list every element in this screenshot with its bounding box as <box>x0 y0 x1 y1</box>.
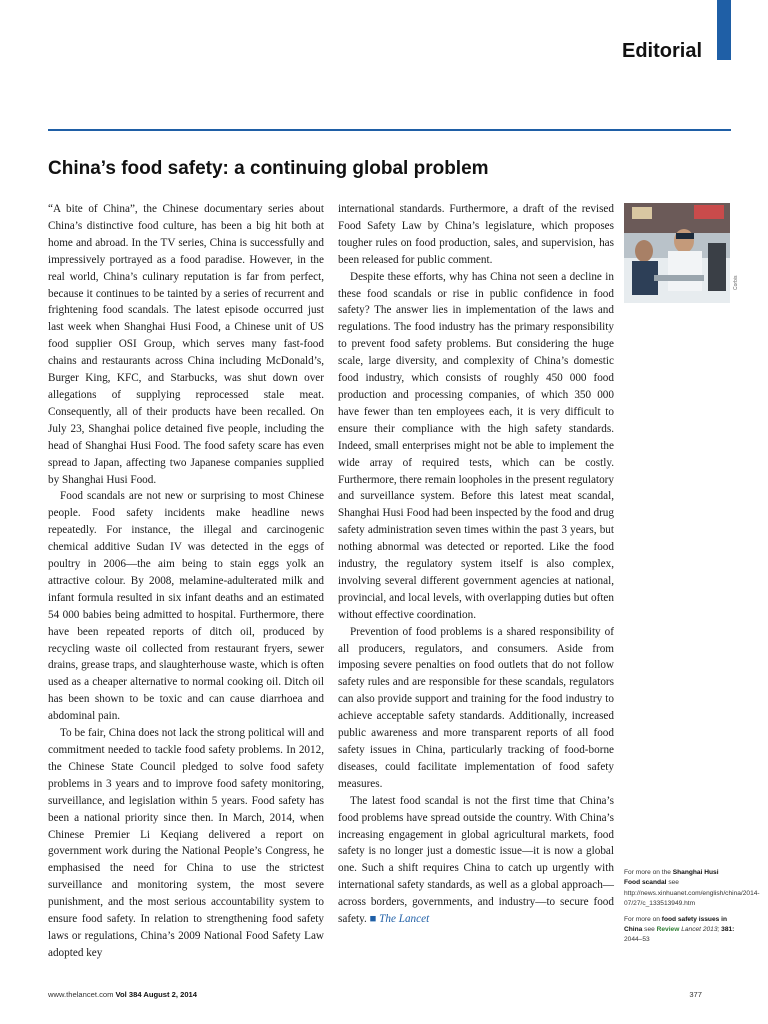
note-text: For more on the <box>624 869 673 876</box>
column-2 <box>338 201 614 928</box>
signature: The Lancet <box>379 913 430 926</box>
column-1 <box>48 201 324 962</box>
end-square: ■ <box>369 913 377 926</box>
note-link[interactable]: see http://news.xinhuanet.com/english/china/2014-07/27/c_133513949.htm <box>624 879 760 908</box>
paragraph: Prevention of food problems is a shared responsibility of all producers, regulators, and consumers. Aside from imposing severe penalties on food outlets that do not follow safety rules and are responsible for these scandals, regulators can also provide support and training for the food industry to achieve acceptable safety standards. Additionally, increased public awareness and more transparent reports of all food safety issues in China, particularly tracking of food-borne diseases, could facilitate implementation of food safety measures. <box>338 625 614 790</box>
photo-credit: Corbis <box>733 275 739 290</box>
note-text: see <box>642 926 657 934</box>
note-volume: 381: <box>721 926 735 934</box>
photo-illustration <box>624 203 730 303</box>
accent-bar <box>717 0 731 60</box>
sidebar-note <box>624 915 736 946</box>
note-text: For more on <box>624 915 662 923</box>
paragraph: “A bite of China”, the Chinese documentary series about China’s distinctive food culture, has been a big hit both at home and abroad. In the TV series, China is successfully and impressively portrayed as a food paradise. However, in the real world, China’s culinary reputation is far from perfect, because it continues to be tainted by a series of recurrent and frightening food scandals. The latest episode occurred just last week when Shanghai Husi Food, a Chinese unit of US food supplier OSI Group, which serves many fast-food chains and restaurants across China including McDonald’s, Burger King, KFC, and Starbucks, was shut down over allegations of supplying reprocessed stale meat. Consequently, all of their products have been recalled. On July 23, Shanghai police detained five people, including the head of Shanghai Husi Food. The food safety scare has even spread to Japan, affecting two Japanese companies supplied by Shanghai Husi Food. <box>48 203 324 486</box>
section-label: Editorial <box>621 40 702 62</box>
news-photo <box>624 203 730 303</box>
paragraph-text: The latest food scandal is not the first time that China’s food problems have spread outside the country. With China’s increasing engagement in global agricultural markets, food safety is no longer just a domestic issue—it is now a global one. Such a shift requires China to catch up urgently with international safety standards, as well as a global approach—across borders, governments, and industry—to secure food safety. <box>338 794 614 926</box>
note-journal: Lancet 2013; <box>679 926 722 934</box>
footer-left <box>48 990 197 999</box>
footer-issue: Vol 384 August 2, 2014 <box>115 990 198 999</box>
sidebar-note <box>624 868 760 910</box>
header-rule <box>48 129 731 131</box>
article-title: China’s food safety: a continuing global problem <box>48 158 489 179</box>
note-bold: Shanghai Husi Food scandal <box>624 869 719 887</box>
note-bold: food safety issues in China <box>624 915 727 934</box>
page-number: 377 <box>689 990 702 999</box>
paragraph <box>338 793 614 928</box>
note-review-label: Review <box>656 926 680 934</box>
sidebar-notes <box>624 868 760 951</box>
note-pages: 2044–53 <box>624 936 650 944</box>
paragraph: Food scandals are not new or surprising to most Chinese people. Food safety incidents make headline news repeatedly. For instance, the illegal and carcinogenic chemical additive Sudan IV was detected in the eggs of poultry in 2006—the aim being to stain eggs yolk an attractive colour. By 2008, melamine-adulterated milk and infant formula resulted in six infant deaths and an estimated 54 000 babies being admitted to hospital. Furthermore, there have been repeated reports of ditch oil, produced by recycling waste oil collected from restaurant fryers, sewer drains, grease traps, and slaughterhouse waste, which is often used as a cheaper alternative to normal cooking oil. Ditch oil has been shown to be toxic and can cause diarrhoea and abdominal pain. <box>48 490 324 723</box>
paragraph: international standards. Furthermore, a draft of the revised Food Safety Law by China’s legislature, which proposes tougher rules on food production, sales, and supervision, has been released for public comment. <box>338 203 614 266</box>
paragraph: Despite these efforts, why has China not seen a decline in these food scandals or rise in public confidence in food safety? The answer lies in implementation of the laws and regulations. The food industry has the primary responsibility to prevent food safety problems. But considering the huge scale, large diversity, and complexity of China’s domestic food industry, which consists of roughly 450 000 food production and processing companies, of which 350 000 have fewer than ten employees each, it is very difficult to ensure their compliance with the high safety standards. Indeed, small enterprises might not be able to implement the wide array of required tests, which can be costly. Furthermore, there remain loopholes in the present regulatory and surveillance system. Before this latest meat scandal, Shanghai Husi Food had been inspected by the food and drug safety administration seven times within the past 3 years, but nothing abnormal was detected or reported. Like the food industry, the regulatory system itself is also complex, involving several different government agencies at national, provincial, and local levels, with overlapping duties but often without effective coordination. <box>338 270 614 621</box>
paragraph: To be fair, China does not lack the strong political will and commitment needed to tackle food safety problems. In 2012, the Chinese State Council pledged to solve food safety problems in 3 years and to improve food safety monitoring, surveillance, and legislation within 5 years. Food safety has been a national priority since then. In March, 2014, when Chinese Premier Li Keqiang delivered a report on government work during the National People’s Congress, he emphasised the need for China to use the strictest surveillance and monitoring system, the most severe punishment, and the most serious accountability system to ensure food safety. In relation to strengthening food safety laws or regulations, China’s 2009 National Food Safety Law adopted key <box>48 727 324 959</box>
footer-site[interactable]: www.thelancet.com <box>48 990 114 999</box>
